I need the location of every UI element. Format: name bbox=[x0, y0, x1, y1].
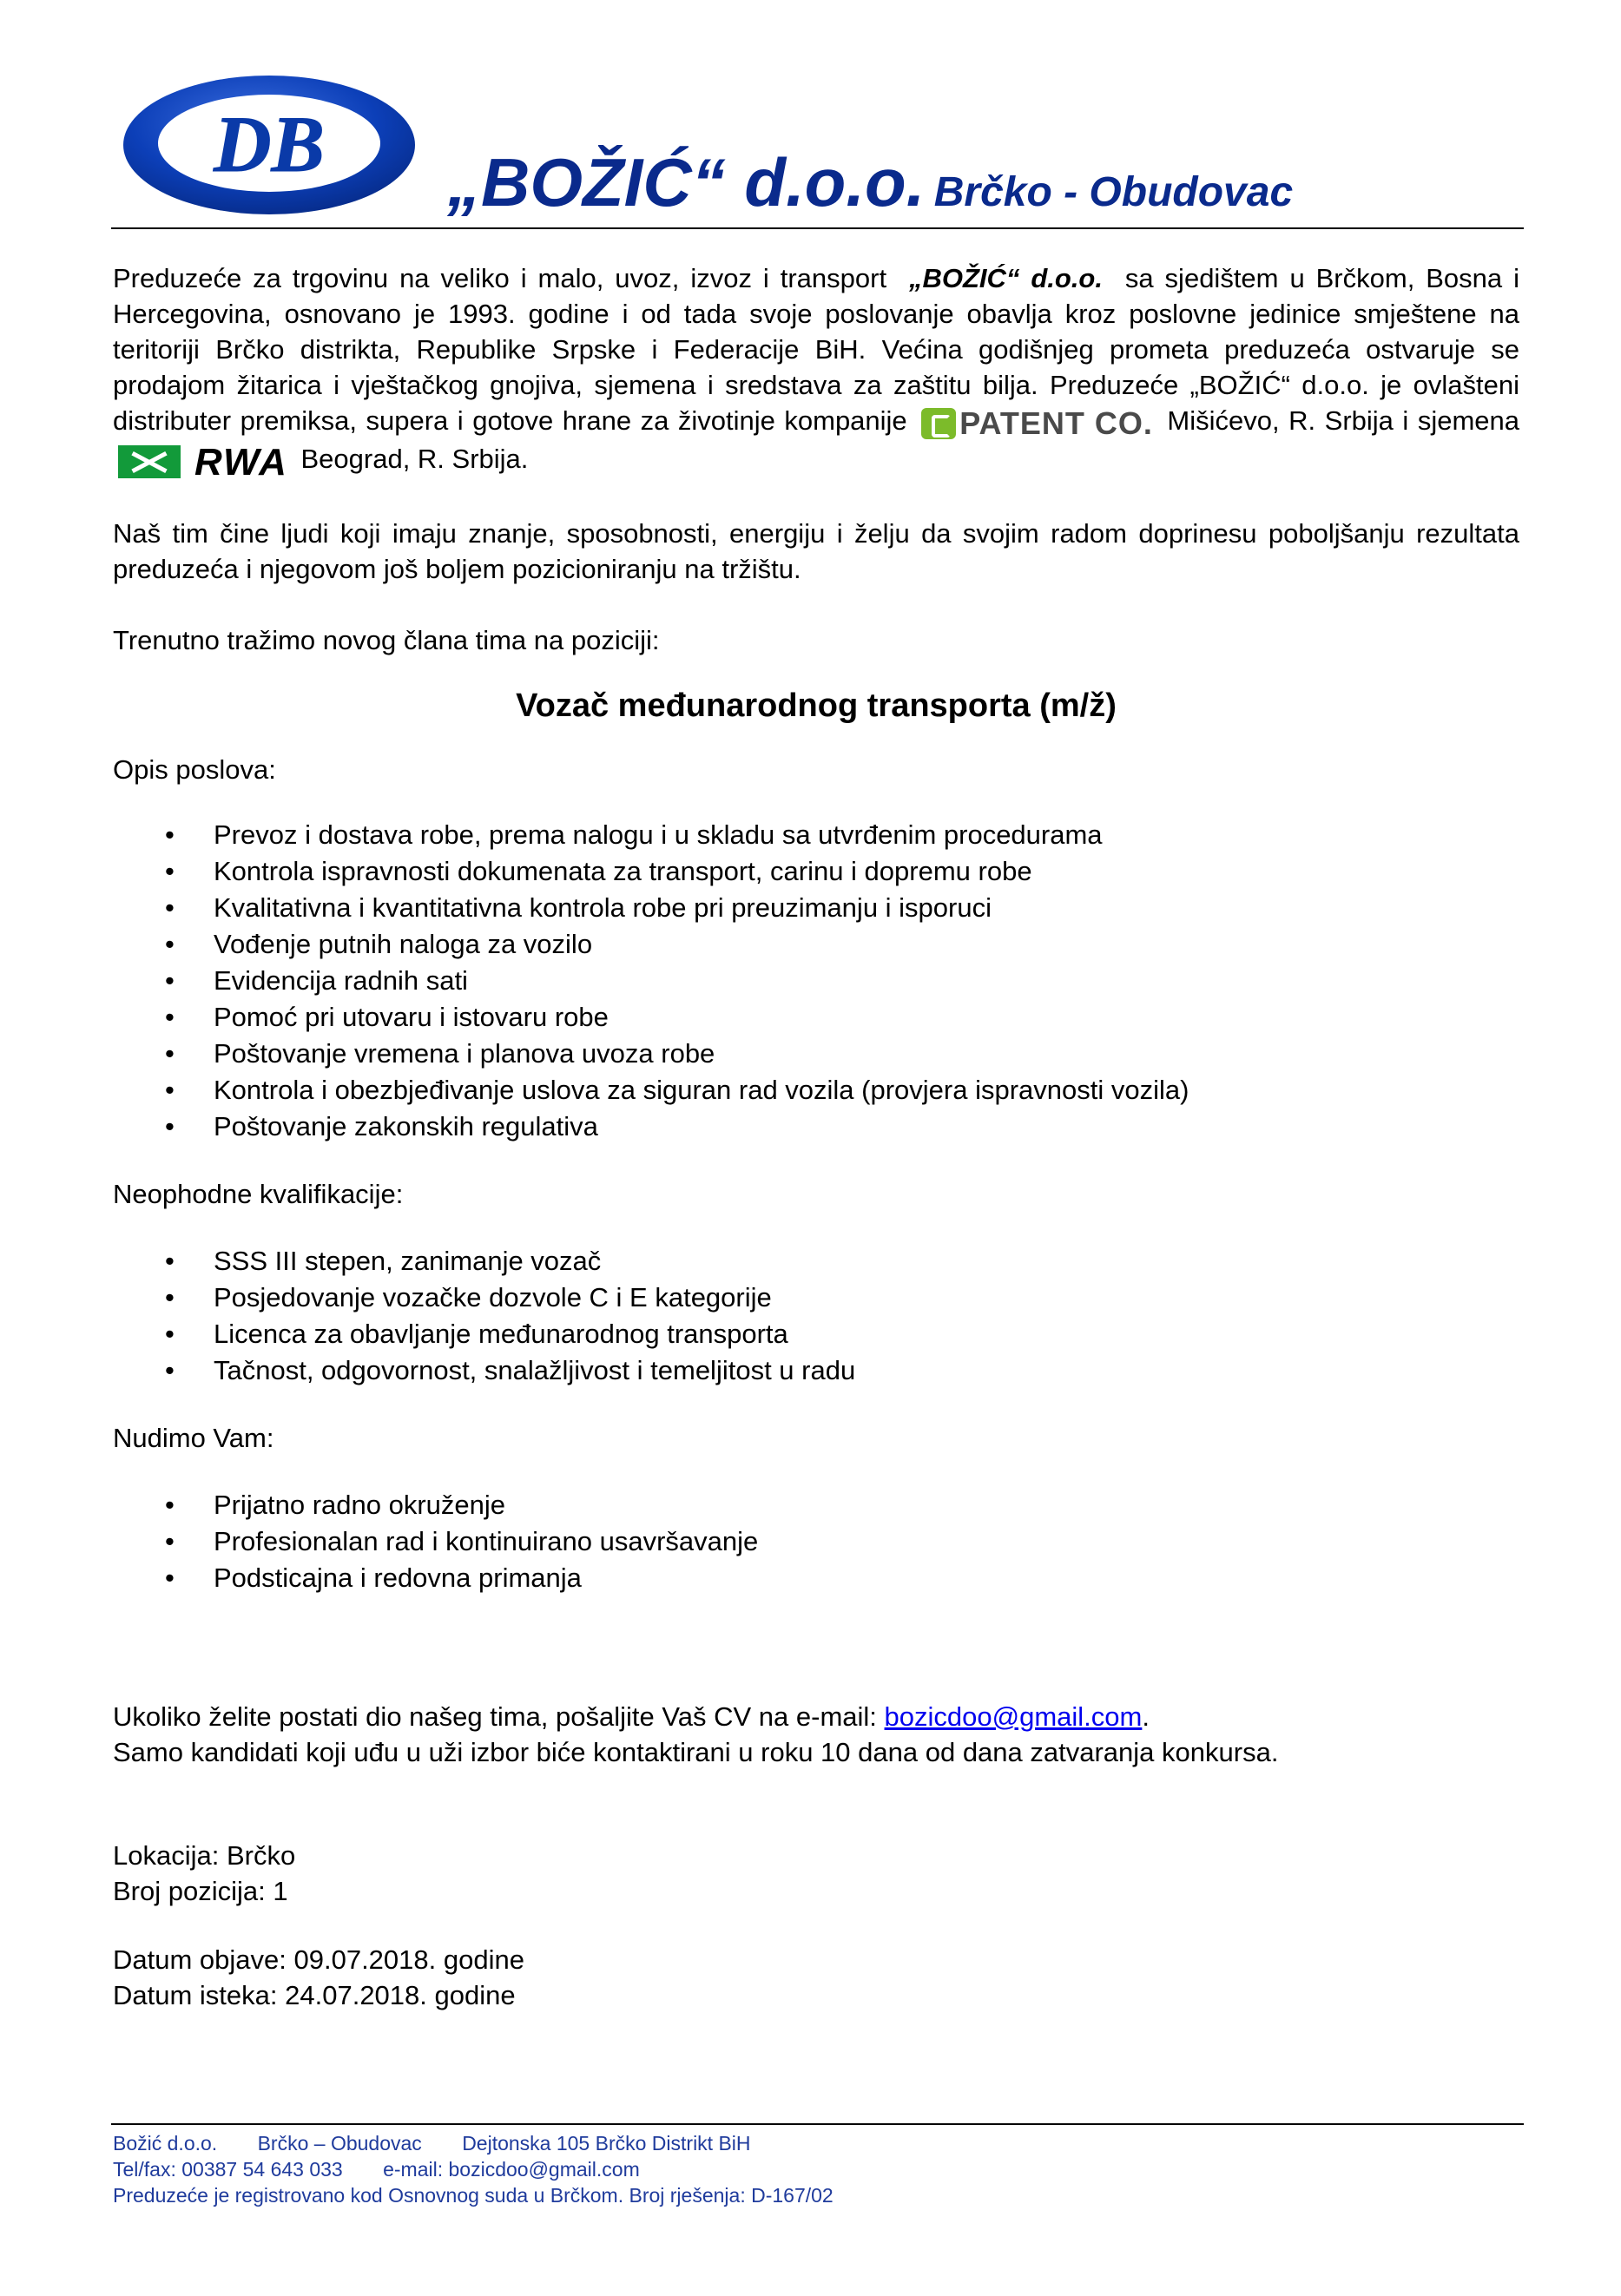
list-item: • Kvalitativna i kvantitativna kontrola robe pri preuzimanju i isporuci bbox=[214, 890, 1519, 926]
positions-line: Broj pozicija: 1 bbox=[113, 1875, 288, 1906]
position-title: Vozač međunarodnog transporta (m/ž) bbox=[516, 687, 1117, 724]
location-line: Lokacija: Brčko bbox=[113, 1839, 296, 1871]
rwa-logo bbox=[118, 440, 288, 484]
list-item: • Licenca za obavljanje međunarodnog transporta bbox=[214, 1316, 1519, 1352]
patent-logo-text: PATENT CO. bbox=[959, 405, 1153, 442]
seeking-text: Trenutno tražimo novog člana tima na poziciji: bbox=[113, 624, 660, 655]
qualifications-heading: Neophodne kvalifikacije: bbox=[113, 1178, 404, 1209]
logo-text: DB bbox=[214, 100, 325, 188]
list-item: • Kontrola ispravnosti dokumenata za transport, carinu i dopremu robe bbox=[214, 853, 1519, 890]
published-date: Datum objave: 09.07.2018. godine bbox=[113, 1944, 524, 1975]
intro-text-2: sa sjedištem u Brčkom, Bosna i Hercegovina, osnovano je 1993. godine i od tada svoje poslovanje obavlja kroz poslovne jedinice smještene na teritoriji Brčko distrikta, Republike Srpske i Federacije BiH. Većina godišnjeg prometa preduzeća ostvaruje se prodajom žitarica i vještačkog gnojiva, sjemena i sredstava za zaštitu bilja. Preduzeće „BOŽIĆ“ d.o.o. je ovlašteni distributer premiksa, supera i gotove hrane za životinje kompanije bbox=[113, 263, 1519, 436]
intro-text-1: Preduzeće za trgovinu na veliko i malo, uvoz, izvoz i transport bbox=[113, 263, 887, 293]
offer-heading: Nudimo Vam: bbox=[113, 1422, 274, 1453]
footer-phone: Tel/fax: 00387 54 643 033 bbox=[113, 2158, 343, 2181]
list-item: • Prijatno radno okruženje bbox=[214, 1487, 1519, 1523]
list-item: • Profesionalan rad i kontinuirano usavršavanje bbox=[214, 1523, 1519, 1560]
footer-email: e-mail: bozicdoo@gmail.com bbox=[383, 2158, 640, 2181]
apply-note: Samo kandidati koji uđu u uži izbor biće kontaktirani u roku 10 dana od dana zatvaranja konkursa. bbox=[113, 1736, 1279, 1767]
list-item: • SSS III stepen, zanimanje vozač bbox=[214, 1243, 1519, 1280]
company-location: Brčko - Obudovac bbox=[933, 169, 1294, 215]
apply-line bbox=[113, 1699, 1519, 1734]
list-item: • Evidencija radnih sati bbox=[214, 963, 1519, 999]
duties-heading: Opis poslova: bbox=[113, 753, 276, 785]
intro-company: „BOŽIĆ“ d.o.o. bbox=[908, 263, 1103, 293]
footer-divider bbox=[111, 2123, 1524, 2125]
company-name: „BOŽIĆ“ d.o.o. bbox=[447, 144, 926, 220]
footer-address: Dejtonska 105 Brčko Distrikt BiH bbox=[462, 2132, 751, 2155]
footer-line-1 bbox=[113, 2130, 834, 2156]
team-paragraph: Naš tim čine ljudi koji imaju znanje, sposobnosti, energiju i želju da svojim radom doprinesu poboljšanju rezultata preduzeća i njegovom još boljem pozicioniranju na tržištu. bbox=[113, 517, 1519, 584]
document-body bbox=[113, 260, 1519, 2013]
list-item: • Kontrola i obezbjeđivanje uslova za siguran rad vozila (provjera ispravnosti vozila) bbox=[214, 1072, 1519, 1109]
list-item: • Tačnost, odgovornost, snalažljivost i temeljitost u radu bbox=[214, 1352, 1519, 1389]
apply-text: Ukoliko želite postati dio našeg tima, pošaljite Vaš CV na e-mail: bbox=[113, 1701, 877, 1732]
list-item: • Pomoć pri utovaru i istovaru robe bbox=[214, 999, 1519, 1036]
footer bbox=[113, 2130, 834, 2208]
header-divider bbox=[111, 227, 1524, 229]
footer-line-2 bbox=[113, 2156, 834, 2182]
footer-company: Božić d.o.o. bbox=[113, 2132, 218, 2155]
intro-paragraph bbox=[113, 260, 1519, 484]
intro-text-4: Beograd, R. Srbija. bbox=[300, 444, 529, 475]
intro-text-3: Mišićevo, R. Srbija i sjemena bbox=[1167, 405, 1519, 436]
qualifications-list bbox=[113, 1243, 1519, 1389]
list-item: • Prevoz i dostava robe, prema nalogu i u skladu sa utvrđenim procedurama bbox=[214, 817, 1519, 853]
apply-period: . bbox=[1142, 1701, 1150, 1732]
patent-co-logo bbox=[921, 404, 1153, 441]
duties-list bbox=[113, 817, 1519, 1145]
rwa-logo-text: RWA bbox=[194, 440, 288, 484]
list-item: • Vođenje putnih naloga za vozilo bbox=[214, 926, 1519, 963]
rwa-icon bbox=[118, 445, 181, 478]
expiry-date: Datum isteka: 24.07.2018. godine bbox=[113, 1979, 516, 2010]
email-link[interactable]: bozicdoo@gmail.com bbox=[884, 1701, 1143, 1732]
list-item: • Poštovanje zakonskih regulativa bbox=[214, 1109, 1519, 1145]
list-item: • Posjedovanje vozačke dozvole C i E kategorije bbox=[214, 1280, 1519, 1316]
offer-list bbox=[113, 1487, 1519, 1596]
footer-place: Brčko – Obudovac bbox=[257, 2132, 422, 2155]
company-logo bbox=[122, 74, 417, 217]
company-title bbox=[447, 143, 1293, 222]
patent-icon bbox=[921, 408, 956, 439]
list-item: • Poštovanje vremena i planova uvoza robe bbox=[214, 1036, 1519, 1072]
list-item: • Podsticajna i redovna primanja bbox=[214, 1560, 1519, 1596]
footer-registration: Preduzeće je registrovano kod Osnovnog suda u Brčkom. Broj rješenja: D-167/02 bbox=[113, 2184, 834, 2207]
